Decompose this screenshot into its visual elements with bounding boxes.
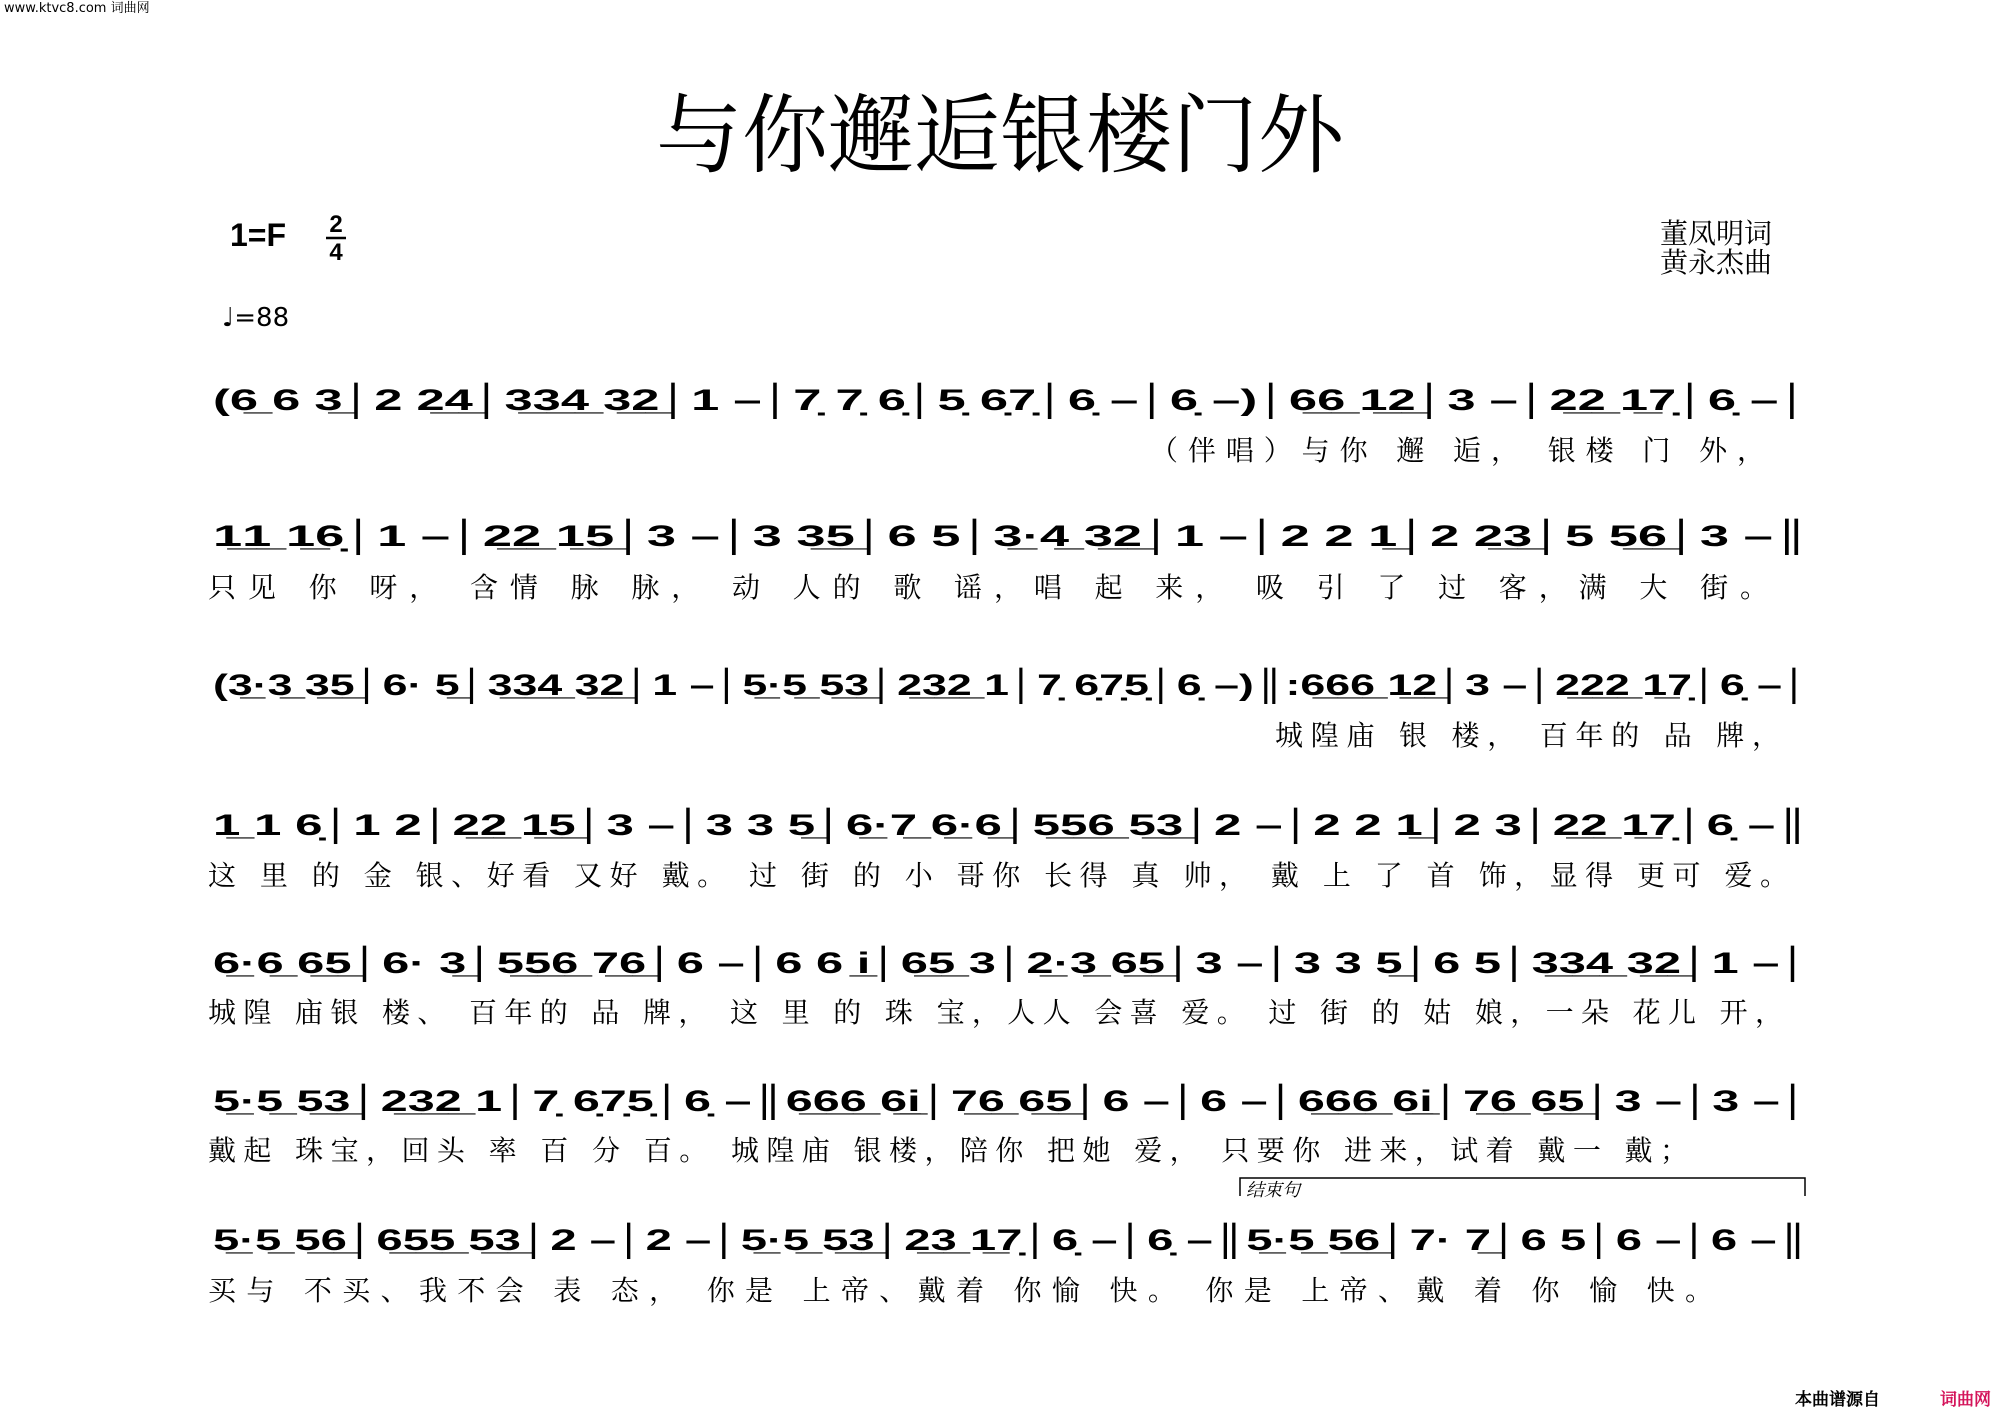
notation-line: 6̲·6̲ 6̲5̲│6· 3̲│5̲5̲6̲ 7̲6̲│6 –│6 6 i̲│6̲5̲ 3│2̲·3̲ 6̲5̲│3 –│3 3 5̲│6 5│3̲3̲4̲ 3̲2̲│1 –│ [213, 947, 1194, 980]
score-row-5 [208, 945, 1810, 1029]
lyric-line: 戴起 珠宝，回头 率 百 分 百。 城隍庙 银楼，陪你 把她 爱， 只要你 进来，试着 戴一 戴； [208, 1134, 1688, 1167]
notation-line: (6̲ 6 3̲│2 2̲4̲│3̲3̲4̲ 3̲2̲│1 –│7̣ 7̣ 6̣│5̣ 6̣7̣│6̣ –│6̣ –)│6̲6̲ 1̲2̲│3 –│2̲2̲ 1̲7̣│6̣ –│ [213, 384, 1159, 417]
lyricist-credit: 董凤明词 [1660, 217, 1773, 250]
tempo-marking: ♩=88 [222, 303, 290, 333]
watermark-text: www.ktvc8.com 词曲网 [4, 1, 150, 16]
footer-source: 本曲谱源自 [1795, 1390, 1880, 1410]
score-row-3 [213, 667, 1810, 752]
score-row-1 [213, 382, 1810, 467]
lyric-line: 城隍 庙银 楼、 百年的 品 牌， 这 里 的 珠 宝，人人 会喜 爱。 过 街 的 姑 娘，一朵 花儿 开， [208, 996, 1783, 1029]
key-signature: 1=F [230, 217, 287, 253]
lyric-line: 买与 不买、我不会 表 态， 你是 上帝、戴着 你愉 快。 你是 上帝、戴 着 你 愉 快。 [208, 1274, 1713, 1307]
time-signature-numerator: 2 [329, 211, 343, 238]
score-row-6 [208, 1083, 1810, 1167]
notation-line: 5̲·5̲ 5̲3̲│2̲3̲2̲ 1│7̣ 6̣7̣5̣│6̣ –║6̲6̲6̲ 6̲i̲│7̲6̲ 6̲5̲│6 –│6 –│6̲6̲6̲ 6̲i̲│7̲6̲ 6̲5̲│3 –│3 –│ [213, 1085, 1202, 1118]
lyric-line: （伴唱）与你 邂 逅， 银楼 门 外， [1150, 434, 1765, 467]
song-title: 与你邂逅银楼门外 [656, 86, 1344, 186]
score-row-2 [208, 518, 1810, 604]
composer-credit: 黄永杰曲 [1660, 246, 1773, 279]
notation-line: 1̲1̲ 1̲6̣│1 –│2̲2̲ 1̲5̲│3 –│3 3̲5̲│6 5│3̲·4̲ 3̲2̲│1 –│2 2 1̲│2 2̲3̲│5 5̲6̲│3 –║ [213, 520, 1127, 553]
lyric-line: 这 里 的 金 银、好看 又好 戴。 过 街 的 小 哥你 长得 真 帅， 戴 上 了 首 饰，显得 更可 爱。 [208, 859, 1788, 892]
time-signature-denominator: 4 [329, 239, 343, 266]
notation-line: 1̲ 1 6̣│1 2│2̲2̲ 1̲5̲│3 –│3 3 5̲│6̲·7̲ 6̲·6̲│5̲5̲6̲ 5̲3̲│2 –│2 2 1̲│2 3│2̲2̲ 1̲7̣│6̣ –║ [213, 809, 1187, 842]
score-row-4 [208, 807, 1810, 892]
notation-line: (3̲·3̲ 3̲5̲│6· 5̲│3̲3̲4̲ 3̲2̲│1 –│5̲·5̲ 5̲3̲│2̲3̲2̲ 1│7̣ 6̣7̣5̣│6̣ –)║:6̲6̲6̲ 1̲2̲│3 –│2̲2̲2̲ 1̲7̣│6̣ –│ [213, 669, 1285, 702]
lyric-line: 城隍庙 银 楼， 百年的 品 牌， [1275, 719, 1780, 752]
notation-line: 5̲·5̲ 5̲6̲│6̲5̲5̲ 5̲3̲│2 –│2 –│5̲·5̲ 5̲3̲│2̲3̲ 1̲7̣│6̣ –│6̣ –║5̲·5̲ 5̲6̲│7· 7̲│6 5│6 –│6 –║ [213, 1224, 1228, 1257]
score-row-7 [208, 1222, 1810, 1307]
ending-label: 结束句 [1246, 1180, 1300, 1201]
footer-brand: 词曲网 [1940, 1390, 1991, 1410]
lyric-line: 只见 你 呀， 含情 脉 脉， 动 人的 歌 谣，唱 起 来， 吸 引 了 过 客，满 大 街。 [208, 571, 1769, 604]
ending-bracket [1240, 1178, 1805, 1201]
